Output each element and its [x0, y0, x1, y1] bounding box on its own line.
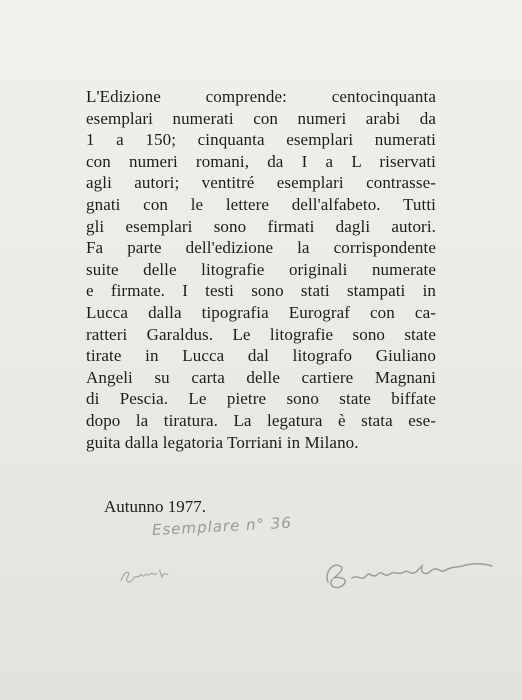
signature-left-scribble [117, 561, 177, 589]
colophon-text [86, 86, 436, 453]
colophon-line: ratteri Garaldus. Le litografie sono state [86, 324, 436, 344]
colophon-line: Fa parte dell'edizione la corrispondente [86, 238, 436, 258]
signature-right-scribble [322, 554, 502, 592]
colophon-line: con numeri romani, da I a L riservati [86, 151, 436, 171]
colophon-line: agli autori; ventitré esemplari contrasse- [86, 173, 436, 193]
signature-right [322, 554, 502, 596]
colophon-line: di Pescia. Le pietre sono state biffate [86, 389, 436, 409]
colophon-line: guita dalla legatoria Torriani in Milano. [86, 432, 359, 452]
colophon-line: suite delle litografie originali numerate [86, 259, 436, 279]
colophon-line: dopo la tiratura. La legatura è stata ese- [86, 410, 436, 430]
colophon-line: esemplari numerati con numeri arabi da [86, 108, 436, 128]
colophon-line: L'Edizione comprende: centocinquanta [86, 87, 436, 106]
colophon-line: 1 a 150; cinquanta esemplari numerati [86, 130, 436, 150]
signature-left [117, 561, 177, 592]
edition-date: Autunno 1977. [104, 497, 206, 516]
colophon-line: tirate in Lucca dal litografo Giuliano [86, 346, 436, 366]
colophon-line: e firmate. I testi sono stati stampati in [86, 281, 436, 301]
handwritten-copy-number: Esemplare n° 36 [151, 513, 293, 539]
colophon-line: Angeli su carta delle cartiere Magnani [86, 367, 436, 387]
colophon-line: Lucca dalla tipografia Eurograf con ca- [86, 302, 436, 322]
colophon-line: gnati con le lettere dell'alfabeto. Tutti [86, 194, 436, 214]
colophon-line: gli esemplari sono firmati dagli autori. [86, 216, 436, 236]
